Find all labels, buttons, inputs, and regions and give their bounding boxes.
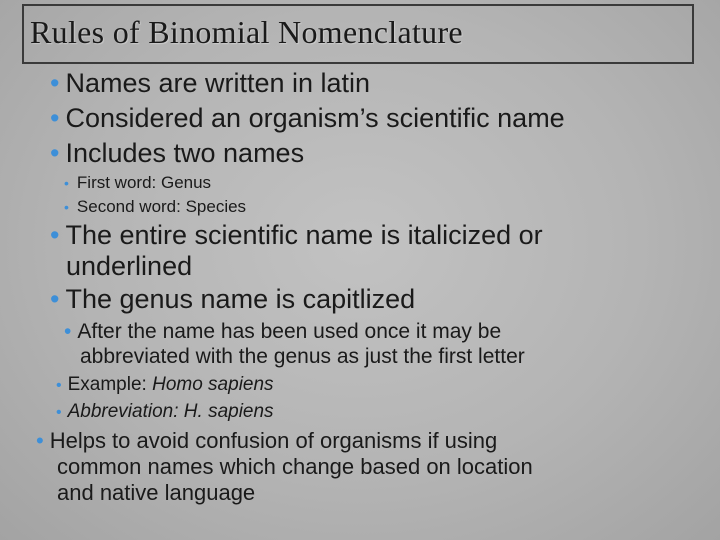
sub-bullet-abbreviation [56,400,274,425]
bullet-icon: • [50,103,60,133]
bullet-text: Helps to avoid confusion of organisms if using [49,428,498,453]
bullet-icon: • [56,404,62,421]
bullet-icon: • [50,220,60,250]
species-name-italic: Homo sapiens [152,374,274,395]
bullet-scientific-name [50,103,565,134]
sub-bullet-species [64,196,246,218]
sub-bullet-abbreviated [64,319,525,369]
bullet-text-continued: underlined [66,251,193,281]
bullet-icon: • [50,68,60,98]
bullet-text: The entire scientific name is italicized or [65,220,543,250]
bullet-text: Second word: Species [76,197,247,216]
bullet-text: After the name has been used once it may be [77,320,502,343]
bullet-text-continued: common names which change based on location [57,454,533,479]
sub-bullet-genus [64,172,211,194]
abbreviation-italic: Abbreviation: H. sapiens [67,401,274,422]
bullet-icon: • [64,175,69,191]
bullet-text-continued: abbreviated with the genus as just the first letter [80,345,525,368]
bullet-text: First word: Genus [76,173,212,192]
bullet-text: Considered an organism’s scientific name [65,103,565,133]
sub-bullet-example [56,373,274,398]
slide-title: Rules of Binomial Nomenclature [30,14,463,50]
bullet-icon: • [64,320,72,343]
bullet-icon: • [50,284,60,314]
bullet-text: The genus name is capitlized [65,284,416,314]
bullet-text-continued: and native language [57,480,256,505]
bullet-text: Names are written in latin [65,68,371,98]
bullet-latin [50,68,370,99]
bullet-icon: • [36,428,44,453]
bullet-genus-capitalized [50,284,415,315]
bullet-text: Includes two names [65,138,305,168]
bullet-text: Example: [67,374,153,395]
bullet-two-names [50,138,304,169]
bullet-icon: • [50,138,60,168]
bullet-icon: • [64,199,69,215]
bullet-italicized [50,220,543,282]
bullet-avoid-confusion [36,428,533,506]
bullet-icon: • [56,377,62,394]
